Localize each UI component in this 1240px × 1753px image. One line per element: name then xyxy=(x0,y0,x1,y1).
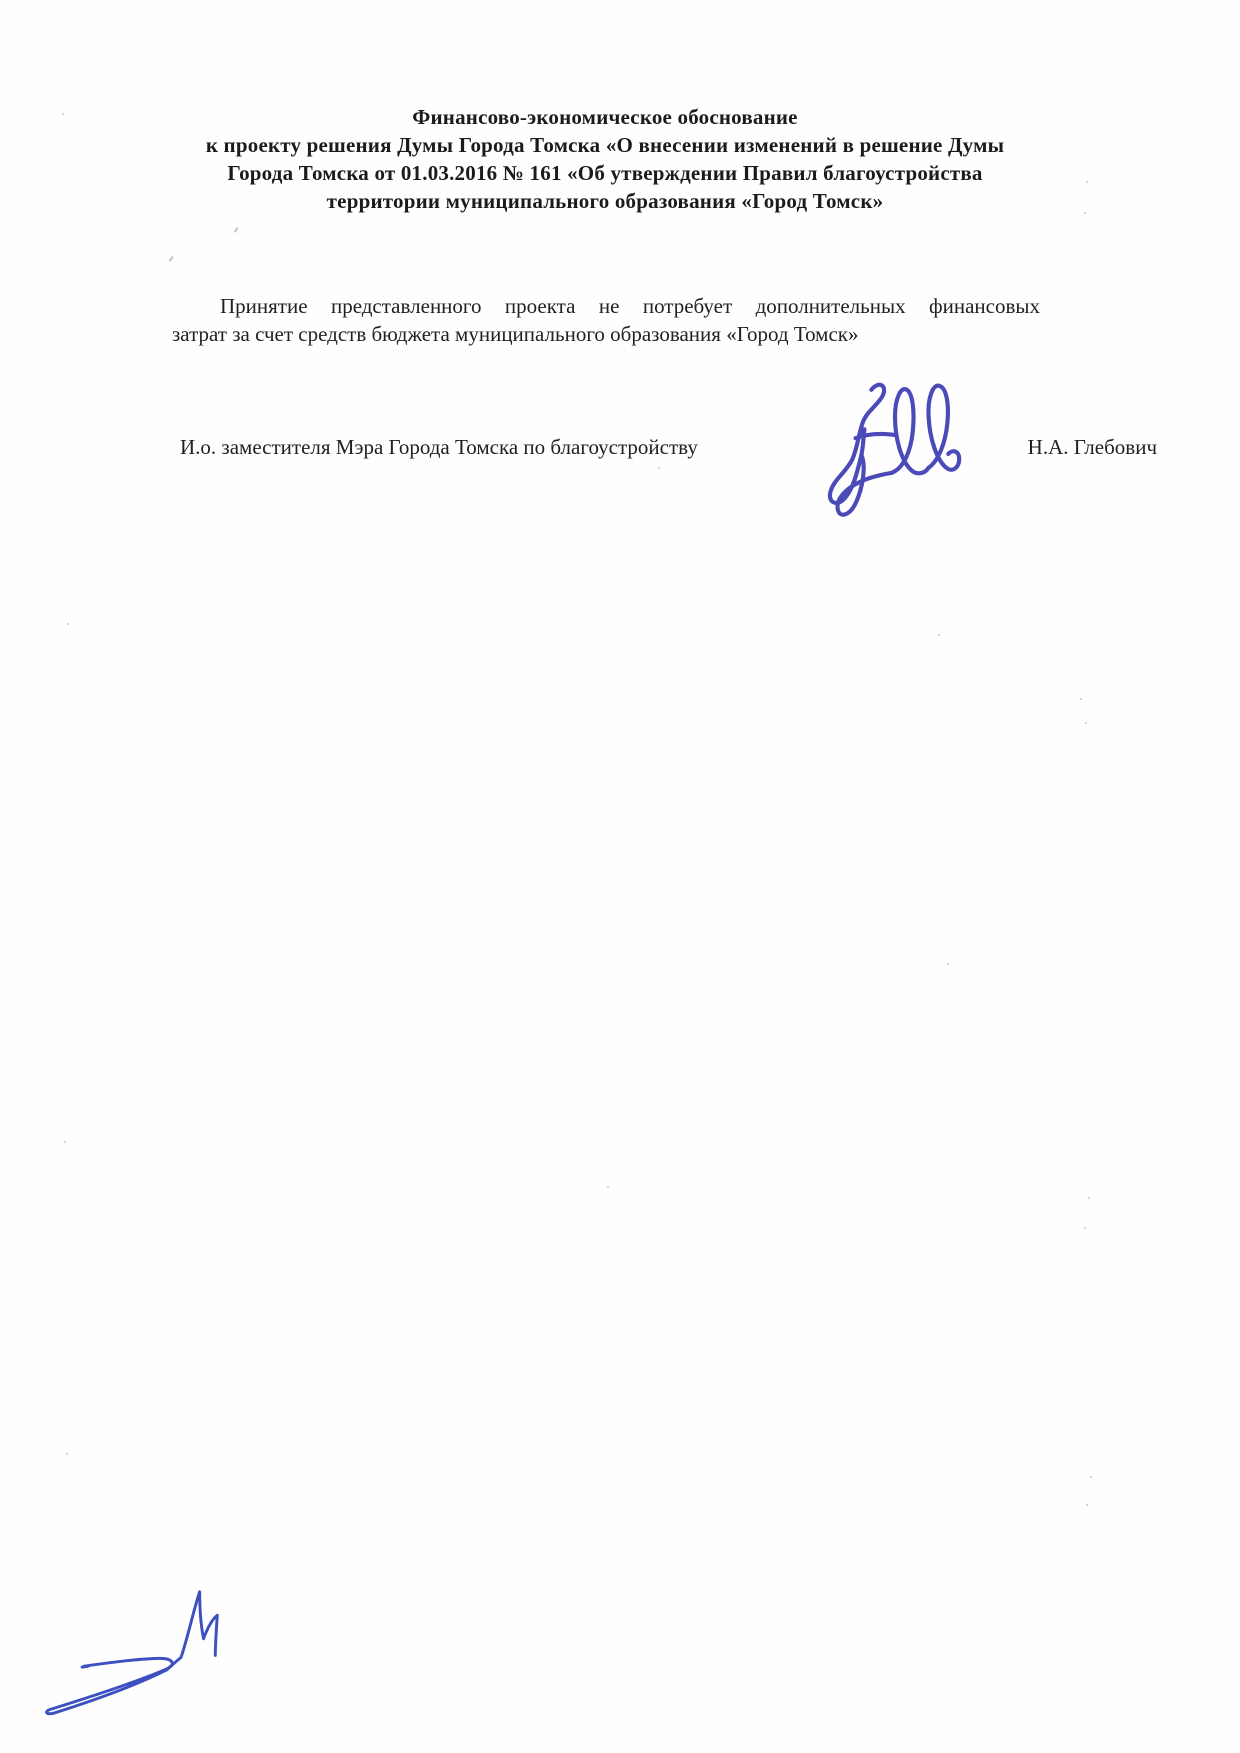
scan-speck xyxy=(1085,722,1087,724)
scan-speck xyxy=(1080,698,1082,700)
scan-speck xyxy=(66,1453,68,1455)
scan-speck xyxy=(1088,1197,1090,1199)
handwritten-signature-bottom xyxy=(35,1580,235,1722)
body-paragraph-line-2: затрат за счет средств бюджета муниципального образования «Город Томск» xyxy=(172,322,859,346)
signature-row xyxy=(180,433,1157,461)
title-line-4: территории муниципального образования «Город Томск» xyxy=(326,189,884,213)
scan-speck xyxy=(1084,1227,1086,1229)
body-paragraph xyxy=(172,292,1040,348)
title-line-2: к проекту решения Думы Города Томска «О внесении изменений в решение Думы xyxy=(205,133,1005,157)
scan-speck xyxy=(169,256,174,262)
document-title xyxy=(170,103,1040,215)
scan-speck xyxy=(658,467,660,469)
scan-speck xyxy=(947,963,949,965)
signer-name: Н.А. Глебович xyxy=(1027,435,1157,459)
scan-speck xyxy=(1084,212,1086,214)
signer-position-label: И.о. заместителя Мэра Города Томска по благоустройству xyxy=(180,435,698,459)
body-paragraph-line-1: Принятие представленного проекта не потребует дополнительных финансовых xyxy=(220,294,1040,318)
scan-speck xyxy=(1086,181,1088,183)
scan-speck xyxy=(607,1186,609,1188)
scan-speck xyxy=(1086,1504,1088,1506)
scan-speck xyxy=(64,1141,66,1143)
scan-speck xyxy=(234,227,239,233)
scan-speck xyxy=(62,113,64,115)
scan-speck xyxy=(67,623,69,625)
title-line-1: Финансово-экономическое обоснование xyxy=(412,105,798,129)
scan-speck xyxy=(938,634,940,636)
title-line-3: Города Томска от 01.03.2016 № 161 «Об утверждении Правил благоустройства xyxy=(227,161,983,185)
scan-speck xyxy=(1090,1476,1092,1478)
